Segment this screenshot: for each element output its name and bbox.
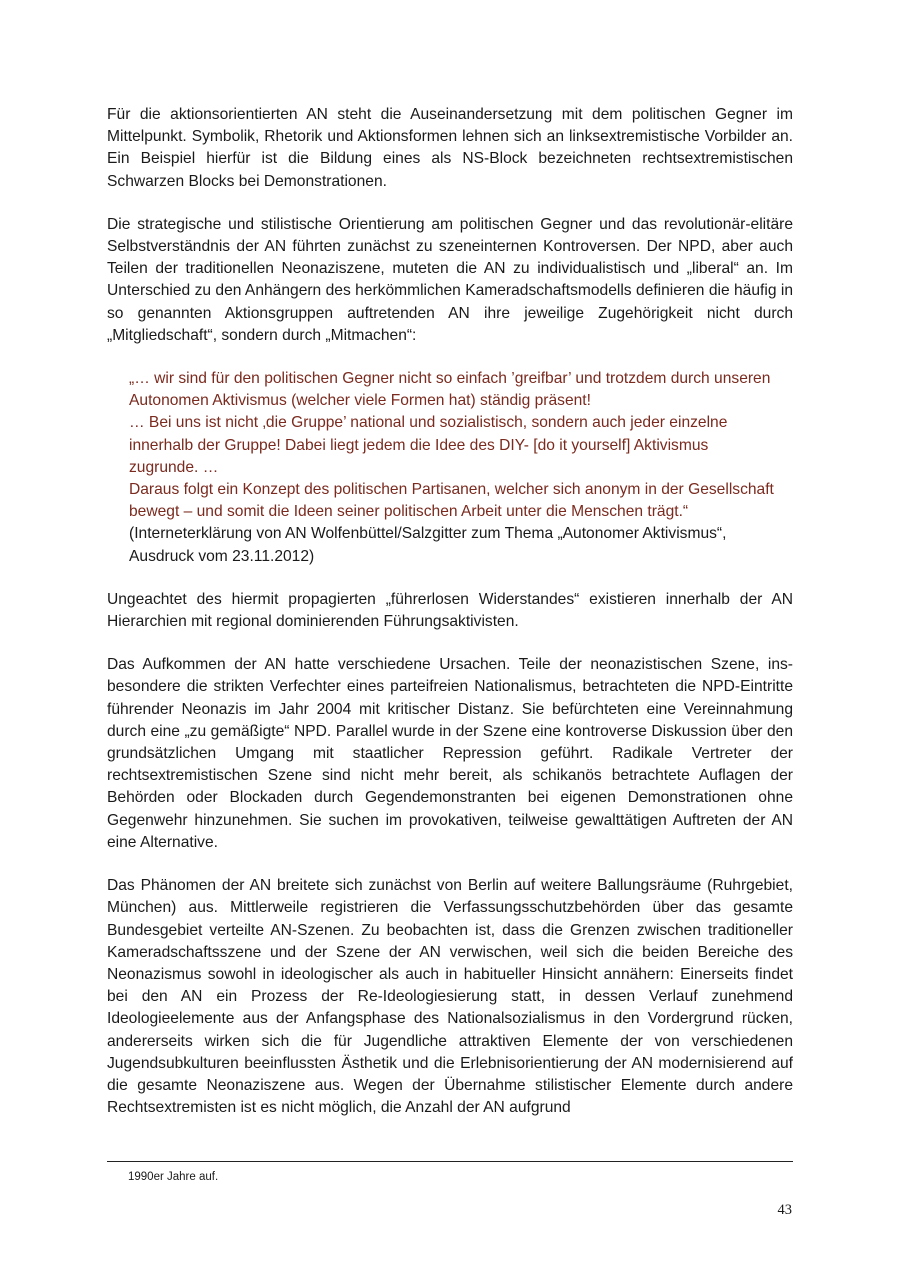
block-quote [129,368,779,568]
quote-line: … Bei uns ist nicht ‚die Gruppe’ national und sozialistisch, sondern auch jeder einzelne innerhalb der Gruppe! Dabei liegt jedem die Idee des DIY- [do it yourself] Aktivismus zugrunde. … [129,414,728,476]
footnote-divider [107,1161,793,1162]
page-number: 43 [777,1202,792,1218]
quote-source: (Interneterklärung von AN Wolfenbüttel/Salzgitter zum Thema „Autonomer Aktivismus“, Ausdruck vom 23.11.2012) [129,525,727,565]
paragraph-aktionsorientierte-an: Für die aktionsorientierten AN steht die Auseinandersetzung mit dem politischen Gegner im Mittelpunkt. Symbolik, Rhetorik und Aktionsformen lehnen sich an linksextremistische Vorbilder an. Ein Beispiel hierfür ist die Bildung eines als NS-Block bezeichneten rechtsextremistischen Schwarzen Blocks bei Demonstrationen. [107,106,793,190]
page-body [107,104,793,1140]
quote-line: „… wir sind für den politischen Gegner nicht so einfach ’greifbar’ und trotzdem durch unseren Autonomen Aktivismus (welcher viele Formen hat) ständig präsent! [129,370,771,410]
footnote-text: 1990er Jahre auf. [128,1171,219,1183]
paragraph-phaenomen-der-an: Das Phänomen der AN breitete sich zunächst von Berlin auf weitere Ballungsräume (Ruhrgebiet, München) aus. Mittlerweile registrieren die Verfassungsschutzbehörden über das gesamte Bundesgebiet verteilte AN-Szenen. Zu beobachten ist, dass die Grenzen zwischen traditioneller Kameradschaftsszene und der Szene der AN verwischen, weil sich die beiden Bereiche des Neonazismus sowohl in ideologischer als auch in habitueller Hinsicht annähern: Einerseits findet bei den AN ein Prozess der Re-Ideologiesierung statt, in dessen Verlauf zunehmend Ideologieelemente aus der Anfangsphase des Nationalsozialismus in den Vordergrund rücken, andererseits wirken sich die für Jugendliche attraktiven Elemente der von verschiedenen Jugendsubkulturen beeinflussten Ästhetik und die Erlebnisorientierung der AN modernisierend auf die gesamte Neonaziszene aus. Wegen der Übernahme stilistischer Elemente durch andere Rechtsextremisten ist es nicht möglich, die Anzahl der AN aufgrund [107,877,793,1117]
paragraph-aufkommen-der-an: Das Aufkommen der AN hatte verschiedene Ursachen. Teile der neonazistischen Szene, insbesondere die strikten Verfechter eines parteifreien Nationalismus, betrachteten die NPD-Eintritte führender Neonazis im Jahr 2004 mit kritischer Distanz. Sie befürchteten eine Vereinnahmung durch eine „zu gemäßigte“ NPD. Parallel wurde in der Szene eine kontroverse Diskussion über den grundsätzlichen Umgang mit staatlicher Repression geführt. Radikale Vertreter der rechtsextremistischen Szene sind nicht mehr bereit, als schikanös betrachtete Auflagen der Behörden oder Blockaden durch Gegendemonstranten bei eigenen Demonstrationen ohne Gegenwehr hinzunehmen. Sie suchen im provokativen, teilweise gewalttätigen Auftreten der AN eine Alternative. [107,656,793,851]
paragraph-fuehrerloser-widerstand: Ungeachtet des hiermit propagierten „führerlosen Widerstandes“ existieren innerhalb der AN Hierarchien mit regional dominierenden Führungsaktivisten. [107,590,793,631]
paragraph-strategische-orientierung: Die strategische und stilistische Orientierung am politischen Gegner und das revolutionär-elitäre Selbstverständnis der AN führten zunächst zu szeneinternen Kontroversen. Der NPD, aber auch Teilen der traditionellen Neonaziszene, muteten die AN zu individualistisch und „liberal“ an. Im Unterschied zu den Anhängern des herkömmlichen Kameradschaftsmodells definieren die häufig in so genannten Aktionsgruppen auftretenden AN ihre jeweilige Zugehörigkeit nicht durch „Mitgliedschaft“, sondern durch „Mitmachen“: [107,215,793,344]
quote-line: Daraus folgt ein Konzept des politischen Partisanen, welcher sich anonym in der Gesellschaft bewegt – und somit die Ideen seiner politischen Arbeit unter die Menschen trägt.“ [129,481,774,521]
